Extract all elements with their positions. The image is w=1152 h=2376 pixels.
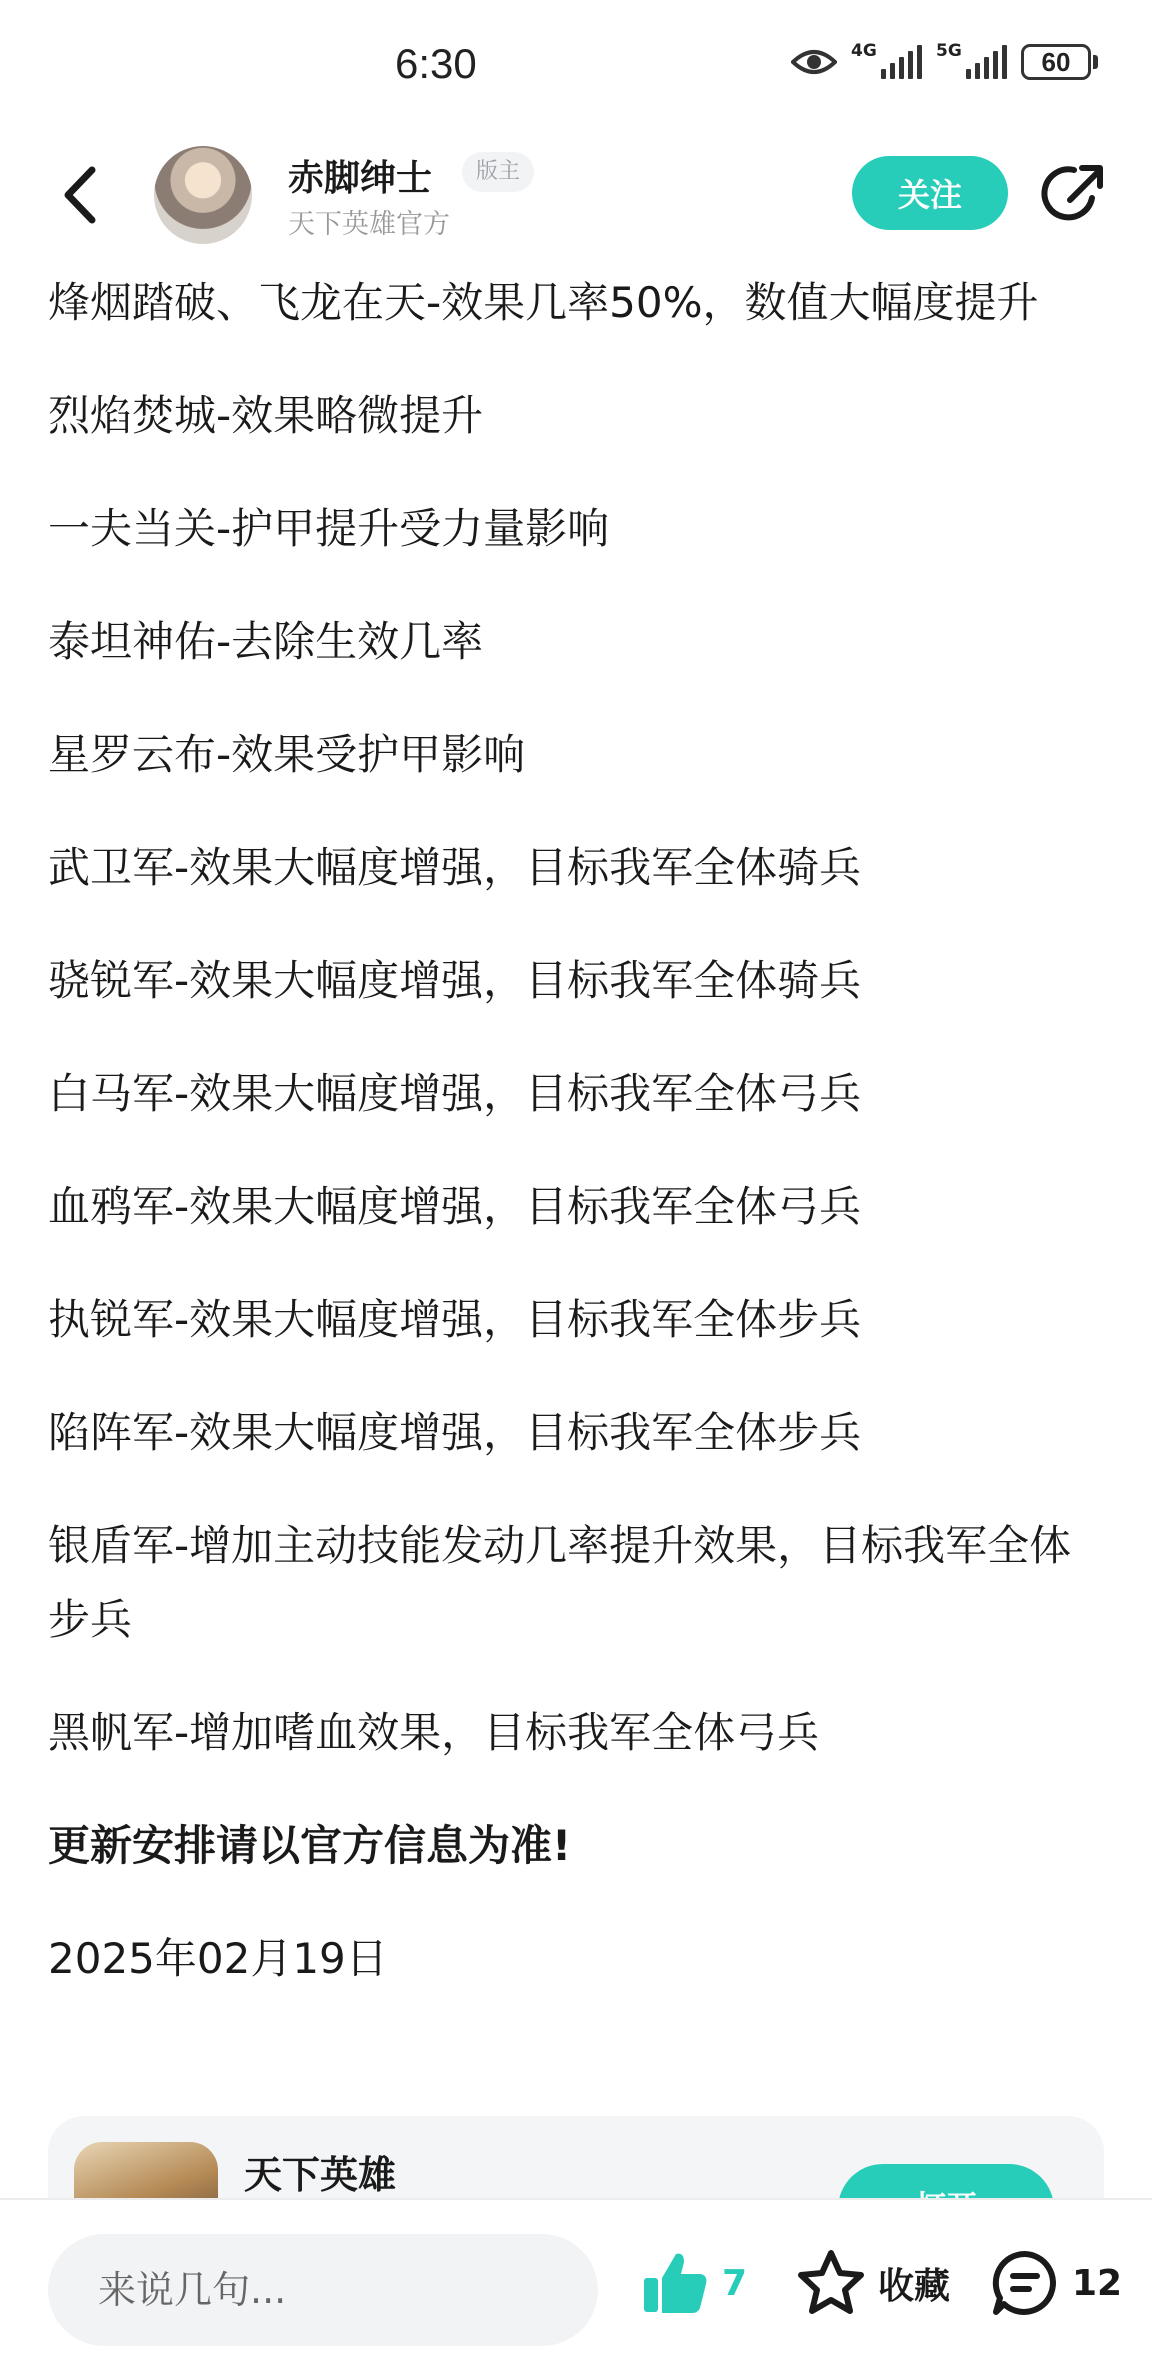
content-line: 陷阵军-效果大幅度增强，目标我军全体步兵	[48, 1408, 862, 1457]
content-line: 执锐军-效果大幅度增强，目标我军全体步兵	[48, 1295, 862, 1344]
content-line: 骁锐军-效果大幅度增强，目标我军全体骑兵	[48, 956, 862, 1005]
avatar[interactable]	[154, 146, 252, 244]
author-subtitle: 天下英雄官方	[288, 209, 450, 240]
content-line: 泰坦神佑-去除生效几率	[48, 617, 484, 666]
thumbs-up-icon	[640, 2248, 710, 2318]
content-line: 武卫军-效果大幅度增强，目标我军全体骑兵	[48, 843, 862, 892]
network-5g-label: 5G	[936, 41, 962, 61]
official-notice: 更新安排请以官方信息为准!	[48, 1821, 572, 1870]
like-button[interactable]	[640, 2248, 747, 2318]
comments-button[interactable]	[990, 2248, 1122, 2318]
content-line: 黑帆军-增加嗜血效果，目标我军全体弓兵	[48, 1708, 820, 1757]
game-name: 天下英雄	[244, 2153, 397, 2197]
eye-icon	[791, 47, 837, 77]
comment-icon	[990, 2248, 1060, 2318]
content-line: 血鸦军-效果大幅度增强，目标我军全体弓兵	[48, 1182, 862, 1231]
comment-count: 12	[1072, 2262, 1123, 2304]
follow-button[interactable]: 关注	[852, 156, 1008, 230]
battery-icon	[1021, 44, 1098, 80]
signal-5g-icon	[936, 41, 1007, 79]
content-line: 烽烟踏破、飞龙在天-效果几率50%，数值大幅度提升	[48, 278, 1039, 327]
bottom-action-bar	[0, 2198, 1152, 2376]
share-button[interactable]	[1040, 160, 1108, 228]
status-bar	[0, 0, 1152, 136]
status-icons	[791, 41, 1098, 80]
back-arrow-icon	[60, 166, 100, 224]
favorite-button[interactable]	[796, 2248, 950, 2318]
post-header	[0, 136, 1152, 254]
content-line: 星罗云布-效果受护甲影响	[48, 730, 526, 779]
post-content	[48, 256, 1108, 2035]
star-icon	[796, 2248, 866, 2318]
content-line: 烈焰焚城-效果略微提升	[48, 391, 484, 440]
signal-4g-icon	[851, 41, 922, 79]
content-line: 一夫当关-护甲提升受力量影响	[48, 504, 610, 553]
share-icon	[1040, 160, 1108, 228]
post-date: 2025年02月19日	[48, 1934, 388, 1983]
content-line: 白马军-效果大幅度增强，目标我军全体弓兵	[48, 1069, 862, 1118]
moderator-badge: 版主	[462, 152, 534, 192]
like-count: 7	[722, 2262, 748, 2304]
content-line: 银盾军-增加主动技能发动几率提升效果，目标我军全体步兵	[48, 1521, 1072, 1644]
author-name[interactable]: 赤脚绅士	[288, 158, 433, 199]
comment-input[interactable]	[48, 2234, 598, 2346]
battery-level: 60	[1021, 44, 1091, 80]
favorite-label: 收藏	[878, 2265, 951, 2307]
back-button[interactable]	[50, 160, 110, 230]
status-time: 6:30	[395, 40, 477, 87]
network-4g-label: 4G	[851, 41, 877, 61]
